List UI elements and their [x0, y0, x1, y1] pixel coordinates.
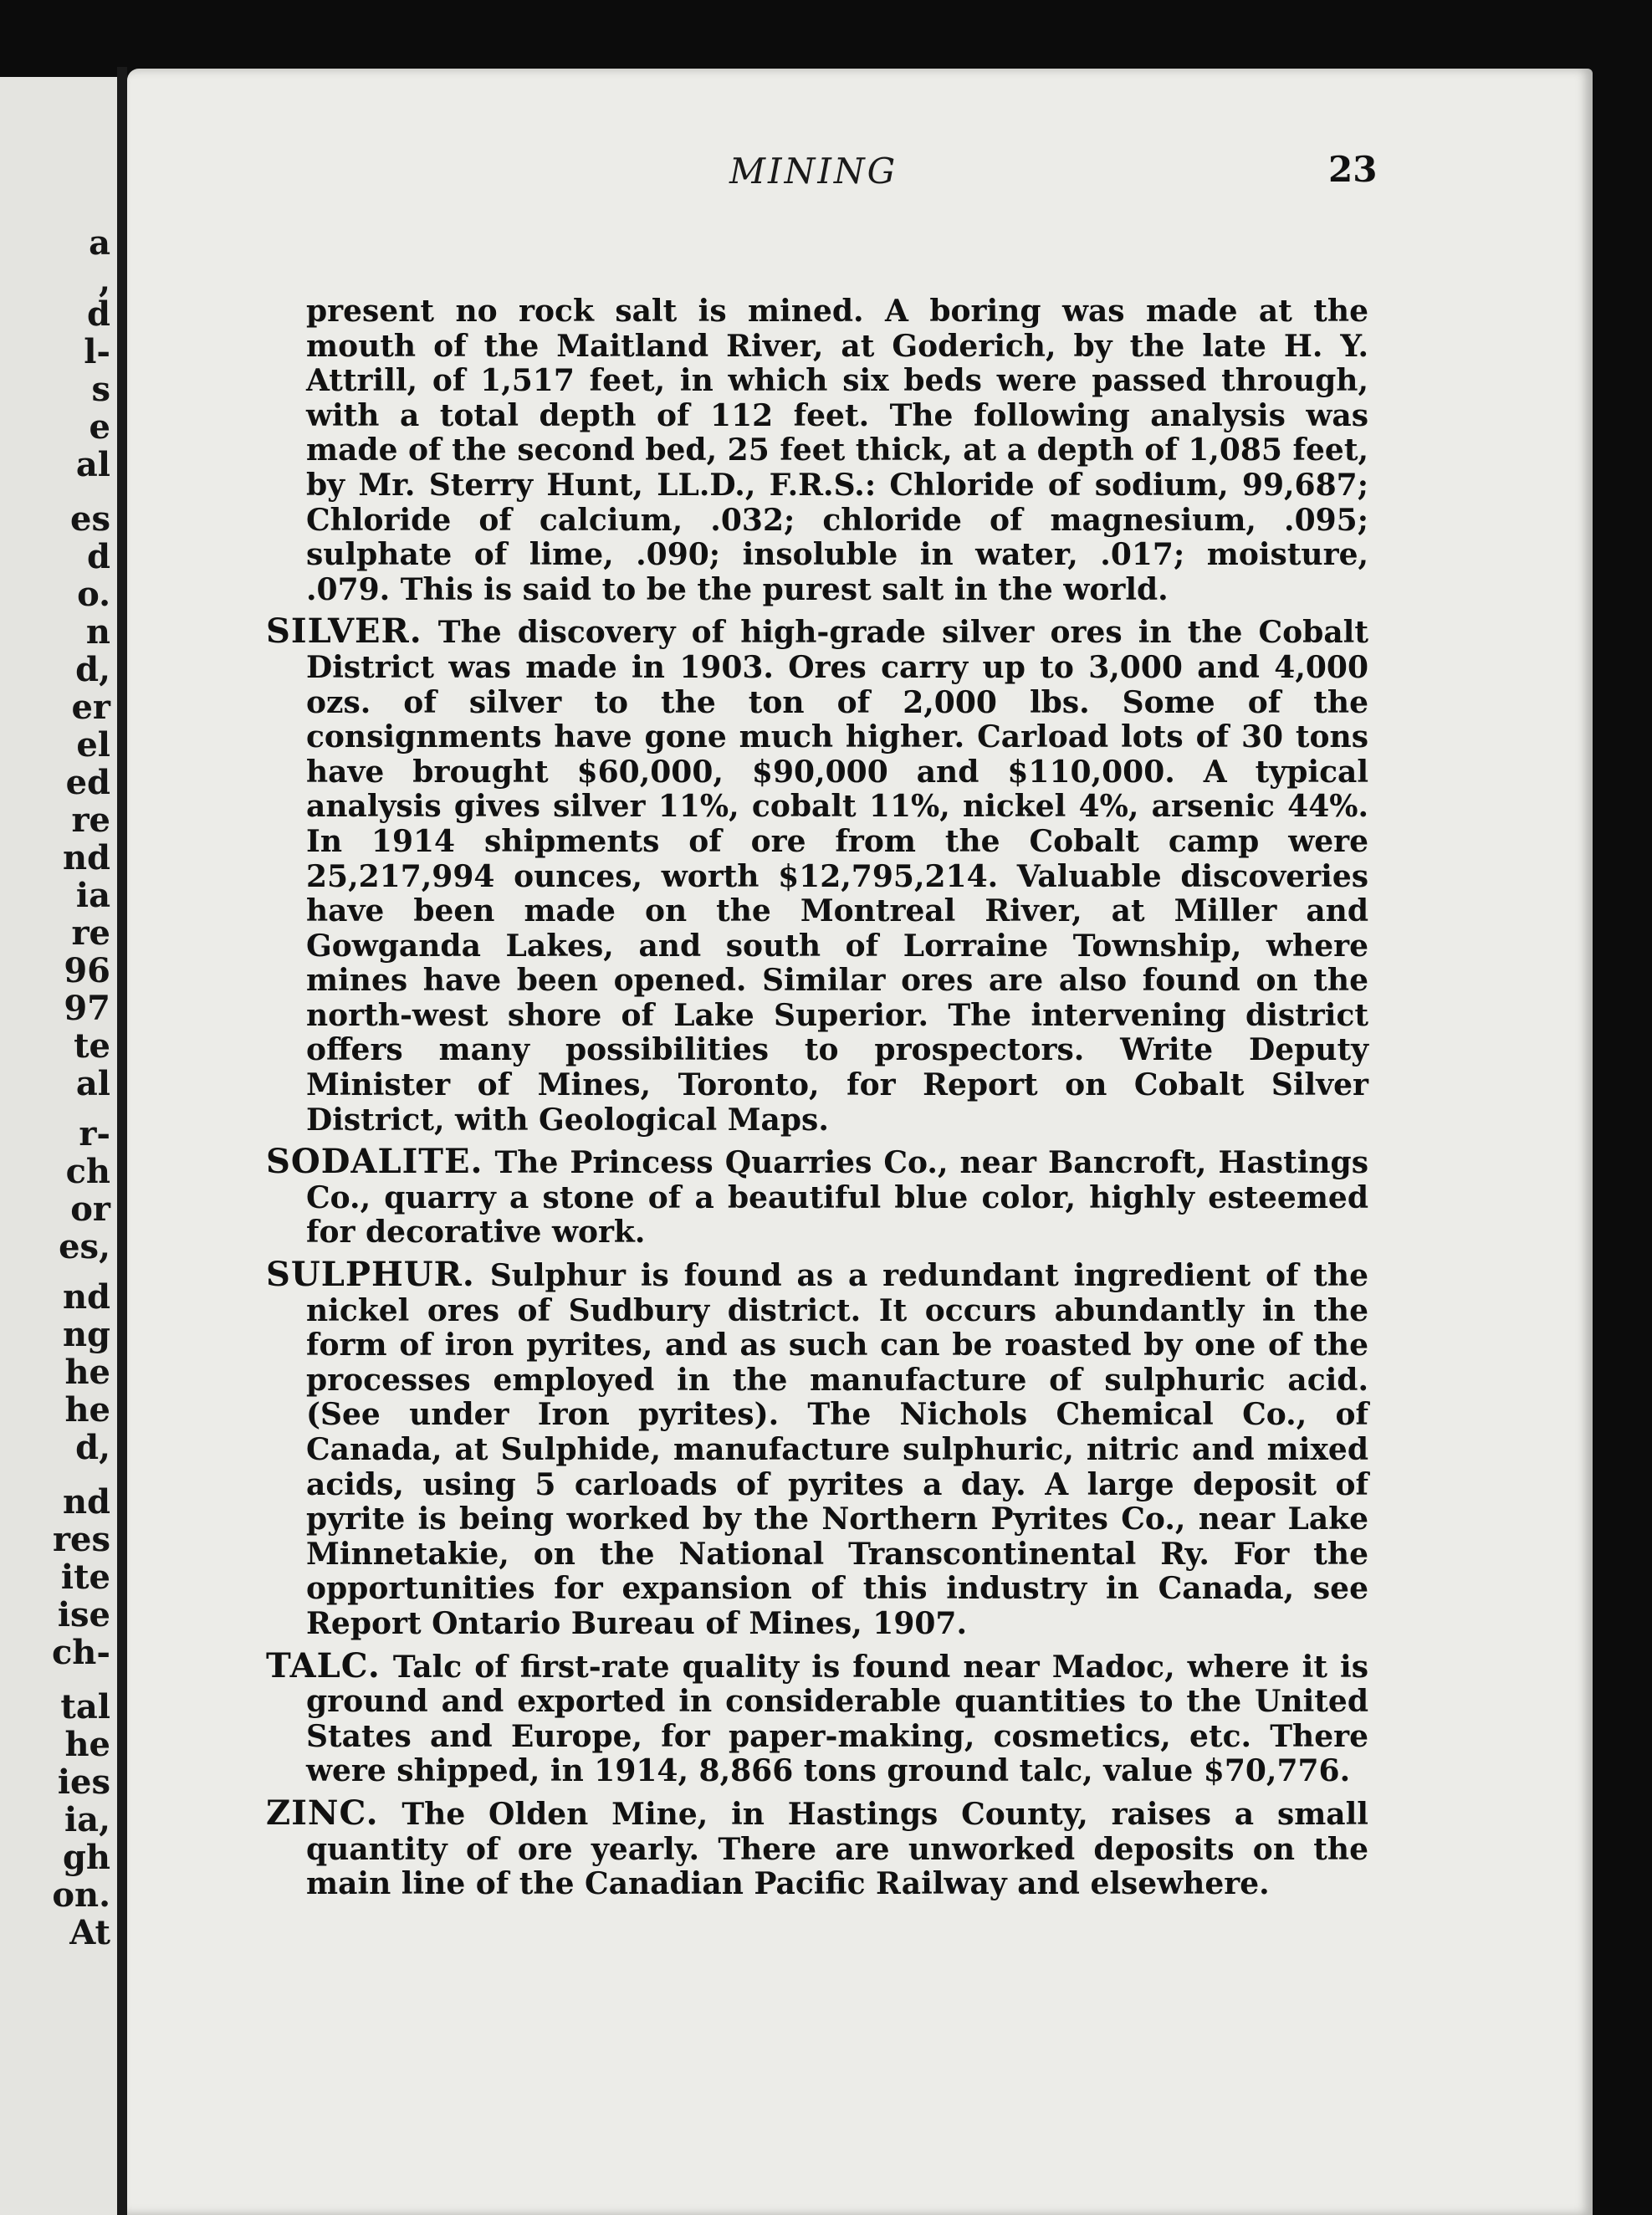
right-margin-shadow — [1593, 77, 1652, 2215]
left-page-fragment: , — [99, 261, 110, 300]
left-page-fragment: or — [70, 1189, 110, 1229]
running-title: MINING — [729, 151, 898, 192]
left-page-fragment: 96 — [64, 951, 110, 990]
left-page-fragment: n — [85, 612, 110, 652]
entry-text: The Olden Mine, in Hastings County, raises a small quantity of ore yearly. There are unworked deposits on the main line of the Canadian Pacific Railway and elsewhere. — [306, 1796, 1368, 1902]
left-page-fragment: ise — [57, 1595, 110, 1634]
entry-list — [266, 611, 1368, 1902]
continued-paragraph: present no rock salt is mined. A boring was made at the mouth of the Maitland River, at Goderich, by the late H. Y. Attrill, of 1,517 feet, in which six beds were passed through, with a total depth of 112 feet. The following analysis was made of the second bed, 25 feet thick, at a depth of 1,085 feet, by Mr. Sterry Hunt, LL.D., F.R.S.: Chloride of sodium, 99,687; Chloride of calcium, .032; chloride of magnesium, .095; sulphate of lime, .090; insoluble in water, .017; moisture, .079. This is said to be the purest salt in the world. — [306, 294, 1368, 607]
left-page-fragment: ies — [57, 1762, 110, 1802]
entry-term: SILVER. — [266, 611, 422, 652]
left-page-fragment: res — [52, 1520, 110, 1559]
left-page-fragment: tal — [60, 1687, 110, 1726]
entry-silver — [266, 611, 1368, 1138]
left-page-fragment: el — [76, 725, 110, 765]
entry-talc — [266, 1645, 1368, 1789]
entry-text: The Princess Quarries Co., near Bancroft, Hastings Co., quarry a stone of a beautiful blue color, highly esteemed for decorative work. — [306, 1145, 1368, 1251]
left-page-fragment: he — [64, 1353, 110, 1392]
entry-term: SODALITE. — [266, 1142, 483, 1182]
left-page-fragment: he — [64, 1725, 110, 1764]
entry-term: ZINC. — [266, 1793, 379, 1833]
left-page-fragment: d, — [75, 1428, 110, 1467]
left-page-fragment: re — [71, 801, 110, 840]
entry-text: The discovery of high-grade silver ores in the Cobalt District was made in 1903. Ores carry up to 3,000 and 4,000 ozs. of silver to the ton of 2,000 lbs. Some of the consignments have gone much higher. Carload lots of 30 tons have brought $60,000, $90,000 and $110,000. A typical analysis gives silver 11%, cobalt 11%, nickel 4%, arsenic 44%. In 1914 shipments of ore from the Cobalt camp were 25,217,994 ounces, worth $12,795,214. Valuable discoveries have been made on the Montreal River, at Miller and Gowganda Lakes, and south of Lorraine Township, where mines have been opened. Similar ores are also found on the north-west shore of Lake Superior. The intervening district offers many possibilities to prospectors. Write Deputy Minister of Mines, Toronto, for Report on Cobalt Silver District, with Geological Maps. — [306, 615, 1368, 1138]
entry-term: SULPHUR. — [266, 1255, 475, 1295]
left-page-fragment: er — [71, 688, 110, 727]
left-page-fragment: re — [71, 913, 110, 953]
left-page-fragment: ia, — [64, 1800, 110, 1839]
entry-sulphur — [266, 1255, 1368, 1642]
left-page-fragment: es — [70, 499, 110, 539]
left-page-fragment: gh — [62, 1838, 110, 1877]
left-page-fragment: ng — [62, 1315, 110, 1354]
left-page-fragment: d — [87, 294, 110, 334]
entry-text: Sulphur is found as a redundant ingredient of the nickel ores of Sudbury district. It occurs abundantly in the form of iron pyrites, and as such can be roasted by one of the processes employed in the manufacture of sulphuric acid. (See under Iron pyrites). The Nichols Chemical Co., of Canada, at Sulphide, manufacture sulphuric, nitric and mixed acids, using 5 carloads of pyrites a day. A large deposit of pyrite is being worked by the Northern Pyrites Co., near Lake Minnetakie, on the National Transcontinental Ry. For the opportunities for expansion of this industry in Canada, see Report Ontario Bureau of Mines, 1907. — [306, 1258, 1368, 1641]
left-page-fragment: nd — [62, 1482, 110, 1522]
left-page-fragment: a — [89, 223, 110, 263]
left-page-fragment: ia — [75, 876, 110, 915]
left-page-fragment: nd — [62, 838, 110, 877]
entry-zinc — [266, 1793, 1368, 1902]
left-page-fragment: al — [75, 1064, 110, 1103]
left-page-fragment: ch — [65, 1152, 110, 1191]
left-page-fragment: o. — [77, 575, 110, 614]
left-page-fragment: e — [89, 407, 110, 447]
left-page-fragment: te — [74, 1026, 110, 1066]
left-page-fragment: on. — [52, 1875, 110, 1915]
left-page-fragment: al — [75, 445, 110, 484]
left-page-edge — [0, 77, 117, 2215]
left-page-fragment: l- — [84, 332, 110, 371]
left-page-fragment: d — [87, 537, 110, 576]
left-page-fragment: ed — [65, 763, 110, 802]
page-number: 23 — [1328, 149, 1378, 190]
left-page-fragment: At — [69, 1913, 110, 1952]
left-page-fragment: r- — [79, 1114, 110, 1154]
left-page-fragment: he — [64, 1390, 110, 1430]
left-page-fragment: 97 — [64, 989, 110, 1028]
book-spine — [117, 67, 127, 2215]
page-body — [266, 294, 1368, 1909]
left-page-fragment: d, — [75, 650, 110, 689]
left-page-fragment: ite — [60, 1558, 110, 1597]
entry-term: TALC. — [266, 1645, 381, 1686]
left-page-fragment: ch- — [51, 1633, 110, 1672]
left-page-fragment: nd — [62, 1277, 110, 1317]
left-page-fragment: es, — [59, 1227, 110, 1266]
entry-sodalite — [266, 1142, 1368, 1251]
entry-text: Talc of first-rate quality is found near Madoc, where it is ground and exported in considerable quantities to the United States and Europe, for paper-making, cosmetics, etc. There were shipped, in 1914, 8,866 tons ground talc, value $70,776. — [306, 1649, 1368, 1789]
left-page-fragment: s — [91, 370, 110, 409]
